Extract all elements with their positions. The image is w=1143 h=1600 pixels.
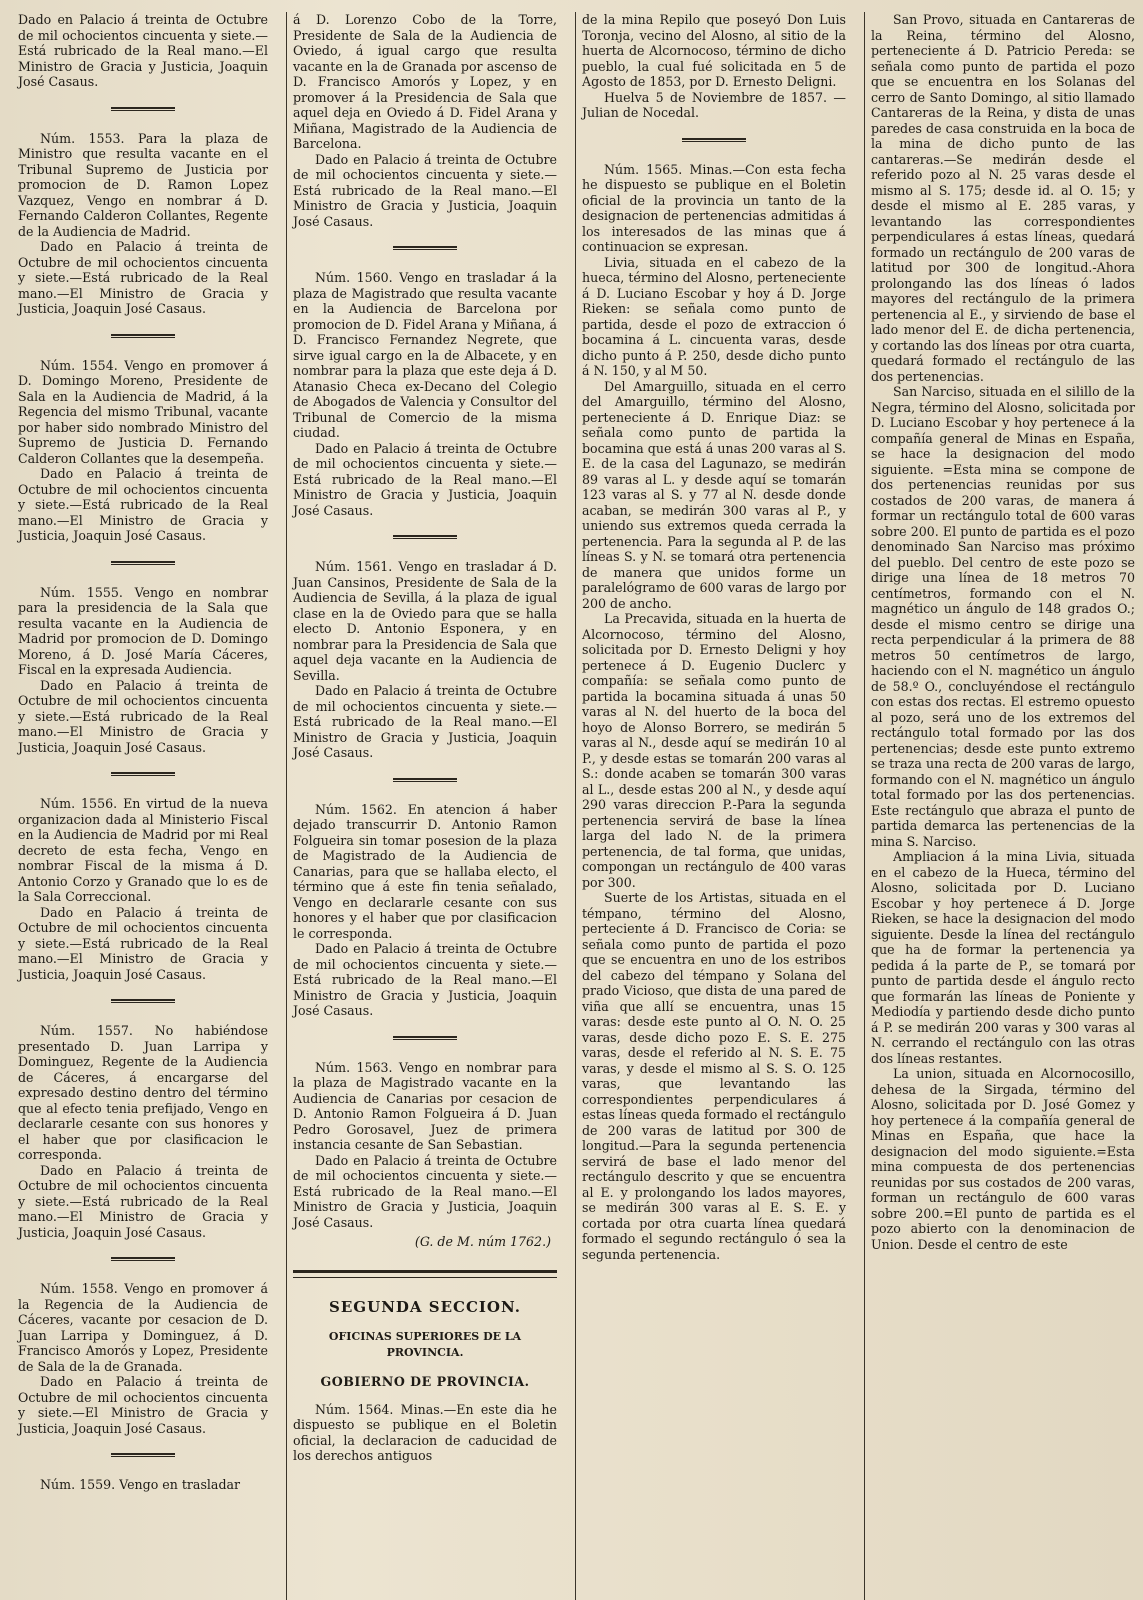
paragraph: Núm. 1565. Minas.—Con esta fecha he dispuesto se publique en el Boletin oficial de la provincia un tanto de la designacion de pertenencias admitidas á los interesados de las minas que á continuacion se expresan. <box>582 161 846 254</box>
paragraph: La Precavida, situada en la huerta de Alcornocoso, término del Alosno, solicitada por D. Ernesto Deligni y hoy pertenece á D. Eugenio Duclerc y compañía: se señala como punto de partida la bocamina situada á unas 50 varas al N. del huerto de la boca del hoyo de Alonso Borrero, se medirán 5 varas al N., desde aquí se medirán 10 al P., y desde estas se tomarán 200 varas al S.: donde acaben se tomarán 300 varas al L., desde estas 200 al N., y desde aquí 290 varas direccion P.-Para la segunda pertenencia servirá de base la línea larga del lado N. de la primera pertenencia, de tal forma, que unidas, compongan un rectángulo de 400 varas por 300. <box>582 611 846 890</box>
section-heading: GOBIERNO DE PROVINCIA. <box>320 1374 530 1389</box>
decree-entry <box>582 162 846 1263</box>
paragraph: Núm. 1564. Minas.—En este dia he dispuesto se publique en el Boletin oficial, la declaracion de caducidad de los derechos antiguos <box>293 1401 557 1463</box>
section-divider <box>111 772 175 776</box>
paragraph: Núm. 1561. Vengo en trasladar á D. Juan Cansinos, Presidente de Sala de la Audiencia de Sevilla, á la plaza de igual clase en la de Oviedo para que se halla electo D. Antonio Esponera, y en nombrar para la Presidencia de Sala que aquel deja vacante en la Audiencia de Sevilla. <box>293 559 557 683</box>
paragraph: La union, situada en Alcornocosillo, dehesa de la Sirgada, término del Alosno, solicitada por D. José Gomez y hoy pertenece á la compañía general de Minas en España, que hace la designacion del modo siguiente.=Esta mina compuesta de dos pertenencias reunidas por sus costados de 200 varas, forman un rectángulo de 600 varas sobre 200.=El punto de partida es el pozo abierto con la denominacion de Union. Desde el centro de este <box>871 1066 1135 1252</box>
section-heading: SEGUNDA SECCION. <box>329 1297 521 1316</box>
column-3 <box>575 12 852 1600</box>
section-divider <box>393 1036 457 1040</box>
paragraph: Suerte de los Artistas, situada en el témpano, término del Alosno, perteciente á D. Francisco de Coria: se señala como punto de partida el pozo que se encuentra en uno de los estribos del cabezo del témpano y Solana del prado Vicioso, que dista de una pared de viña que allí se encuentra, unas 15 varas: desde este punto al O. N. O. 25 varas, desde dicho pozo E. S. E. 275 varas, desde el referido al N. S. E. 75 varas, y desde el mismo al S. S. O. 125 varas, que levantando las correspondientes perpendiculares á estas líneas queda formado el rectángulo de 200 varas de latitud por 300 de longitud.—Para la segunda pertenencia servirá de base el lado menor del rectángulo descrito y que se encuentra al E. y prolongando los lados mayores, se medirán 300 varas al E. S. E. y cortada por otra cuarta línea quedará formado el segundo rectángulo ó sea la segunda pertenencia. <box>582 890 846 1262</box>
paragraph: San Narciso, situada en el silillo de la Negra, término del Alosno, solicitada por D. Luciano Escobar y hoy pertenece á la compañía general de Minas en España, se hace la designacion del modo siguiente. =Esta mina se compone de dos pertenencias reunidas por sus costados de 200 varas, de manera á formar un rectángulo total de 600 varas sobre 200. El punto de partida es el pozo denominado San Narciso mas próximo del pueblo. Del centro de este pozo se dirige una línea de 18 metros 70 centímetros, formando con el N. magnético un ángulo de 148 grados O.; desde el mismo centro se dirige una recta perpendicular á la primera de 88 metros 50 centímetros de largo, haciendo con el N. magnético un ángulo de 58.º O., concluyéndose el rectángulo con estas dos rectas. El estremo opuesto al pozo, será uno de los extremos del rectángulo total formado por las dos pertenencias; desde este punto extremo se traza una recta de 200 varas de largo, formando con el N. magnético un ángulo total formado por las dos pertenencias. Este rectángulo que abraza el punto de partida demarca las pertenencias de la mina S. Narciso. <box>871 384 1135 849</box>
decree-entry <box>293 559 557 761</box>
column-4 <box>864 12 1141 1600</box>
decree-entry <box>293 1060 557 1231</box>
paragraph: Del Amarguillo, situada en el cerro del Amarguillo, término del Alosno, perteneciente á D. Enrique Diaz: se señala como punto de partida la bocamina que está á unas 200 varas al S. E. de la casa del Lagunazo, se medirán 89 varas al L. y desde aquí se tomarán 123 varas al S. y 77 al N. desde donde acaban, se medirán 300 varas al P., y uniendo sus extremos queda cerrada la pertenencia. Para la segunda al P. de las líneas S. y N. se tomará otra pertenencia de manera que unidos forme un paralelógramo de 600 varas de largo por 200 de ancho. <box>582 378 847 611</box>
section-divider <box>111 107 175 111</box>
decree-entry <box>871 12 1135 1252</box>
paragraph: Dado en Palacio á treinta de Octubre de mil ochocientos cincuenta y siete.—Está rubricado de la Real mano.—El Ministro de Gracia y Justicia, Joaquin José Casaus. <box>18 12 268 89</box>
decree-entry <box>293 1402 557 1464</box>
decree-entry <box>18 1023 268 1240</box>
decree-entry <box>18 796 268 982</box>
paragraph: Núm. 1558. Vengo en promover á la Regencia de la Audiencia de Cáceres, vacante por cesacion de D. Juan Larripa y Dominguez, á D. Francisco Amorós y Lopez, Presidente de Sala de la de Granada. <box>18 1281 268 1374</box>
paragraph: Núm. 1553. Para la plaza de Ministro que resulta vacante en el Tribunal Supremo de Justicia por promocion de D. Ramon Lopez Vazquez, Vengo en nombrar á D. Fernando Calderon Collantes, Regente de la Audiencia de Madrid. <box>18 130 268 239</box>
section-divider <box>111 334 175 338</box>
paragraph: San Provo, situada en Cantareras de la Reina, término del Alosno, perteneciente á D. Patricio Pereda: se señala como punto de partida el pozo que se encuentra en los Solanas del cerro de Santo Domingo, al sitio llamado Cantareras de la Reina, y dista de unas paredes de casa construida en la boca de la mina de dicho punto de las cantareras.—Se medirán desde el referido pozo al N. 25 varas desde el mismo al S. 175; desde id. al O. 15; y desde el mismo al E. 285 varas, y levantando las correspondientes perpendiculares á estas líneas, quedará formado un rectángulo de 200 varas de latitud por 300 de longitud.-Ahora prolongando las dos líneas ó lados mayores del rectángulo de la primera pertenencia al E., y sirviendo de base el lado menor del E. de dicha pertenencia, y cortando las dos líneas por otra cuarta, quedará formado el rectángulo de las dos pertenencias. <box>871 12 1135 384</box>
paragraph: Dado en Palacio á treinta de Octubre de mil ochocientos cincuenta y siete.—El Ministro de Gracia y Justicia, Joaquin José Casaus. <box>18 1374 268 1436</box>
paragraph: Dado en Palacio á treinta de Octubre de mil ochocientos cincuenta y siete.—Está rubricado de la Real mano.—El Ministro de Gracia y Justicia, Joaquin José Casaus. <box>293 941 557 1018</box>
paragraph: Núm. 1554. Vengo en promover á D. Domingo Moreno, Presidente de Sala en la Audiencia de Madrid, á la Regencia del mismo Tribunal, vacante por haber sido nombrado Ministro del Supremo de Justicia D. Fernando Calderon Collantes que la desempeña. <box>18 357 268 466</box>
paragraph: Núm. 1557. No habiéndose presentado D. Juan Larripa y Dominguez, Regente de la Audiencia de Cáceres, á encargarse del expresado destino dentro del término que al efecto tenia prefijado, Vengo en declararle cesante con sus honores y el haber que por clasificacion le corresponda. <box>18 1023 268 1162</box>
paragraph: Núm. 1560. Vengo en trasladar á la plaza de Magistrado que resulta vacante en la Audiencia de Barcelona por promocion de D. Fidel Arana y Miñana, á D. Francisco Fernandez Negrete, que sirve igual cargo en la de Albacete, y en nombrar para la plaza que este deja á D. Atanasio Checa ex-Decano del Colegio de Abogados de Valencia y Consultor del Tribunal de Comercio de la misma ciudad. <box>293 270 557 440</box>
paragraph: Núm. 1562. En atencion á haber dejado transcurrir D. Antonio Ramon Folgueira sin tomar posesion de la plaza de Magistrado de la Audiencia de Canarias, para que se hallaba electo, el término que á este fin tenia señalado, Vengo en declararle cesante con sus honores y el haber que por clasificacion le corresponda. <box>293 801 557 941</box>
paragraph: Ampliacion á la mina Livia, situada en el cabezo de la Hueca, término del Alosno, solicitada por D. Luciano Escobar y hoy pertenece á D. Jorge Rieken, se hace la designacion del modo siguiente. Desde la línea del rectángulo que ha de formar la pertenencia ya pedida á la parte de P., se tomará por punto de partida desde el ángulo recto que formarán las líneas de Poniente y Mediodía y partiendo desde dicho punto á P. se medirán 200 varas y 300 varas al N. cerrando el rectángulo con las otras dos líneas restantes. <box>871 849 1135 1066</box>
decree-entry <box>293 802 557 1019</box>
decree-entry <box>293 12 557 229</box>
paragraph: Dado en Palacio á treinta de Octubre de mil ochocientos cincuenta y siete.—Está rubricado de la Real mano.—El Ministro de Gracia y Justicia, Joaquin José Casaus. <box>293 683 557 760</box>
paragraph: Dado en Palacio á treinta de Octubre de mil ochocientos cincuenta y siete.—Está rubricado de la Real mano.—El Ministro de Gracia y Justicia, Joaquin José Casaus. <box>18 904 268 982</box>
paragraph: Dado en Palacio á treinta de Octubre de mil ochocientos cincuenta y siete.—Está rubricado de la Real mano.—El Ministro de Gracia y Justicia, Joaquin José Casaus. <box>293 440 557 518</box>
page-columns <box>12 12 1133 1600</box>
column-1 <box>12 12 274 1600</box>
section-divider <box>393 246 457 250</box>
section-divider <box>111 1257 175 1261</box>
paragraph: Núm. 1556. En virtud de la nueva organizacion dada al Ministerio Fiscal en la Audiencia de Madrid por mi Real decreto de esta fecha, Vengo en nombrar Fiscal de la misma á D. Antonio Corzo y Granado que lo es de la Sala Correccional. <box>18 796 268 904</box>
decree-entry <box>18 131 268 317</box>
paragraph: de la mina Repilo que poseyó Don Luis Toronja, vecino del Alosno, al sitio de la huerta de Alcornocoso, término de dicho pueblo, la cual fué solicitada en 5 de Agosto de 1853, por D. Ernesto Deligni. <box>582 12 846 89</box>
decree-entry <box>18 12 268 90</box>
section-divider <box>111 561 175 565</box>
paragraph: Dado en Palacio á treinta de Octubre de mil ochocientos cincuenta y siete.—Está rubricado de la Real mano.—El Ministro de Gracia y Justicia, Joaquin José Casaus. <box>293 151 557 229</box>
section-divider <box>111 1453 175 1457</box>
paragraph: Huelva 5 de Noviembre de 1857. —Julian de Nocedal. <box>582 89 846 120</box>
paragraph: Núm. 1555. Vengo en nombrar para la presidencia de la Sala que resulta vacante en la Audiencia de Madrid por promocion de D. Domingo Moreno, á D. José María Cáceres, Fiscal en la expresada Audiencia. <box>18 584 268 677</box>
section-divider <box>682 138 746 142</box>
paragraph: Dado en Palacio á treinta de Octubre de mil ochocientos cincuenta y siete.—Está rubricado de la Real mano.—El Ministro de Gracia y Justicia, Joaquin José Casaus. <box>18 466 268 543</box>
paragraph: Dado en Palacio á treinta de Octubre de mil ochocientos cincuenta y siete.—Está rubricado de la Real mano.—El Ministro de Gracia y Justicia, Joaquin José Casaus. <box>18 239 268 316</box>
paragraph: Dado en Palacio á treinta de Octubre de mil ochocientos cincuenta y siete.—Está rubricado de la Real mano.—El Ministro de Gracia y Justicia, Joaquin José Casaus. <box>18 1162 268 1240</box>
section-heading: OFICINAS SUPERIORES DE LA PROVINCIA. <box>328 1330 522 1359</box>
paragraph: Núm. 1563. Vengo en nombrar para la plaza de Magistrado vacante en la Audiencia de Canarias por cesacion de D. Antonio Ramon Folgueira á D. Juan Pedro Gorosavel, Juez de primera instancia cesante de San Sebastian. <box>293 1059 557 1152</box>
decree-entry <box>18 358 268 544</box>
column-2 <box>286 12 563 1600</box>
decree-entry <box>293 270 557 518</box>
paragraph: Dado en Palacio á treinta de Octubre de mil ochocientos cincuenta y siete.—Está rubricado de la Real mano.—El Ministro de Gracia y Justicia, Joaquin José Casaus. <box>18 677 268 755</box>
paragraph: Dado en Palacio á treinta de Octubre de mil ochocientos cincuenta y siete.—Está rubricado de la Real mano.—El Ministro de Gracia y Justicia, Joaquin José Casaus. <box>293 1152 557 1230</box>
decree-entry <box>18 585 268 756</box>
decree-entry <box>18 1477 268 1493</box>
section-divider <box>393 778 457 782</box>
section-divider <box>393 535 457 539</box>
paragraph: Núm. 1559. Vengo en trasladar <box>40 1477 241 1492</box>
section-divider <box>111 999 175 1003</box>
section-rule <box>293 1270 557 1278</box>
decree-entry <box>18 1281 268 1436</box>
source-citation: (G. de M. núm 1762.) <box>414 1234 551 1249</box>
paragraph: Livia, situada en el cabezo de la hueca, término del Alosno, perteneciente á D. Luciano Escobar y hoy á D. Jorge Rieken: se señala como punto de partida, desde el pozo de extraccion ó bocamina á L. cincuenta varas, desde dicho punto á P. 250, desde dicho punto á N. 150, y al M 50. <box>582 254 846 378</box>
decree-entry <box>582 12 846 121</box>
paragraph: á D. Lorenzo Cobo de la Torre, Presidente de Sala de la Audiencia de Oviedo, á igual cargo que resulta vacante en la de Granada por ascenso de D. Francisco Amorós y Lopez, y en promover á la Presidencia de Sala que aquel deja en Oviedo á D. Fidel Arana y Miñana, Magistrado de la Audiencia de Barcelona. <box>293 12 557 151</box>
